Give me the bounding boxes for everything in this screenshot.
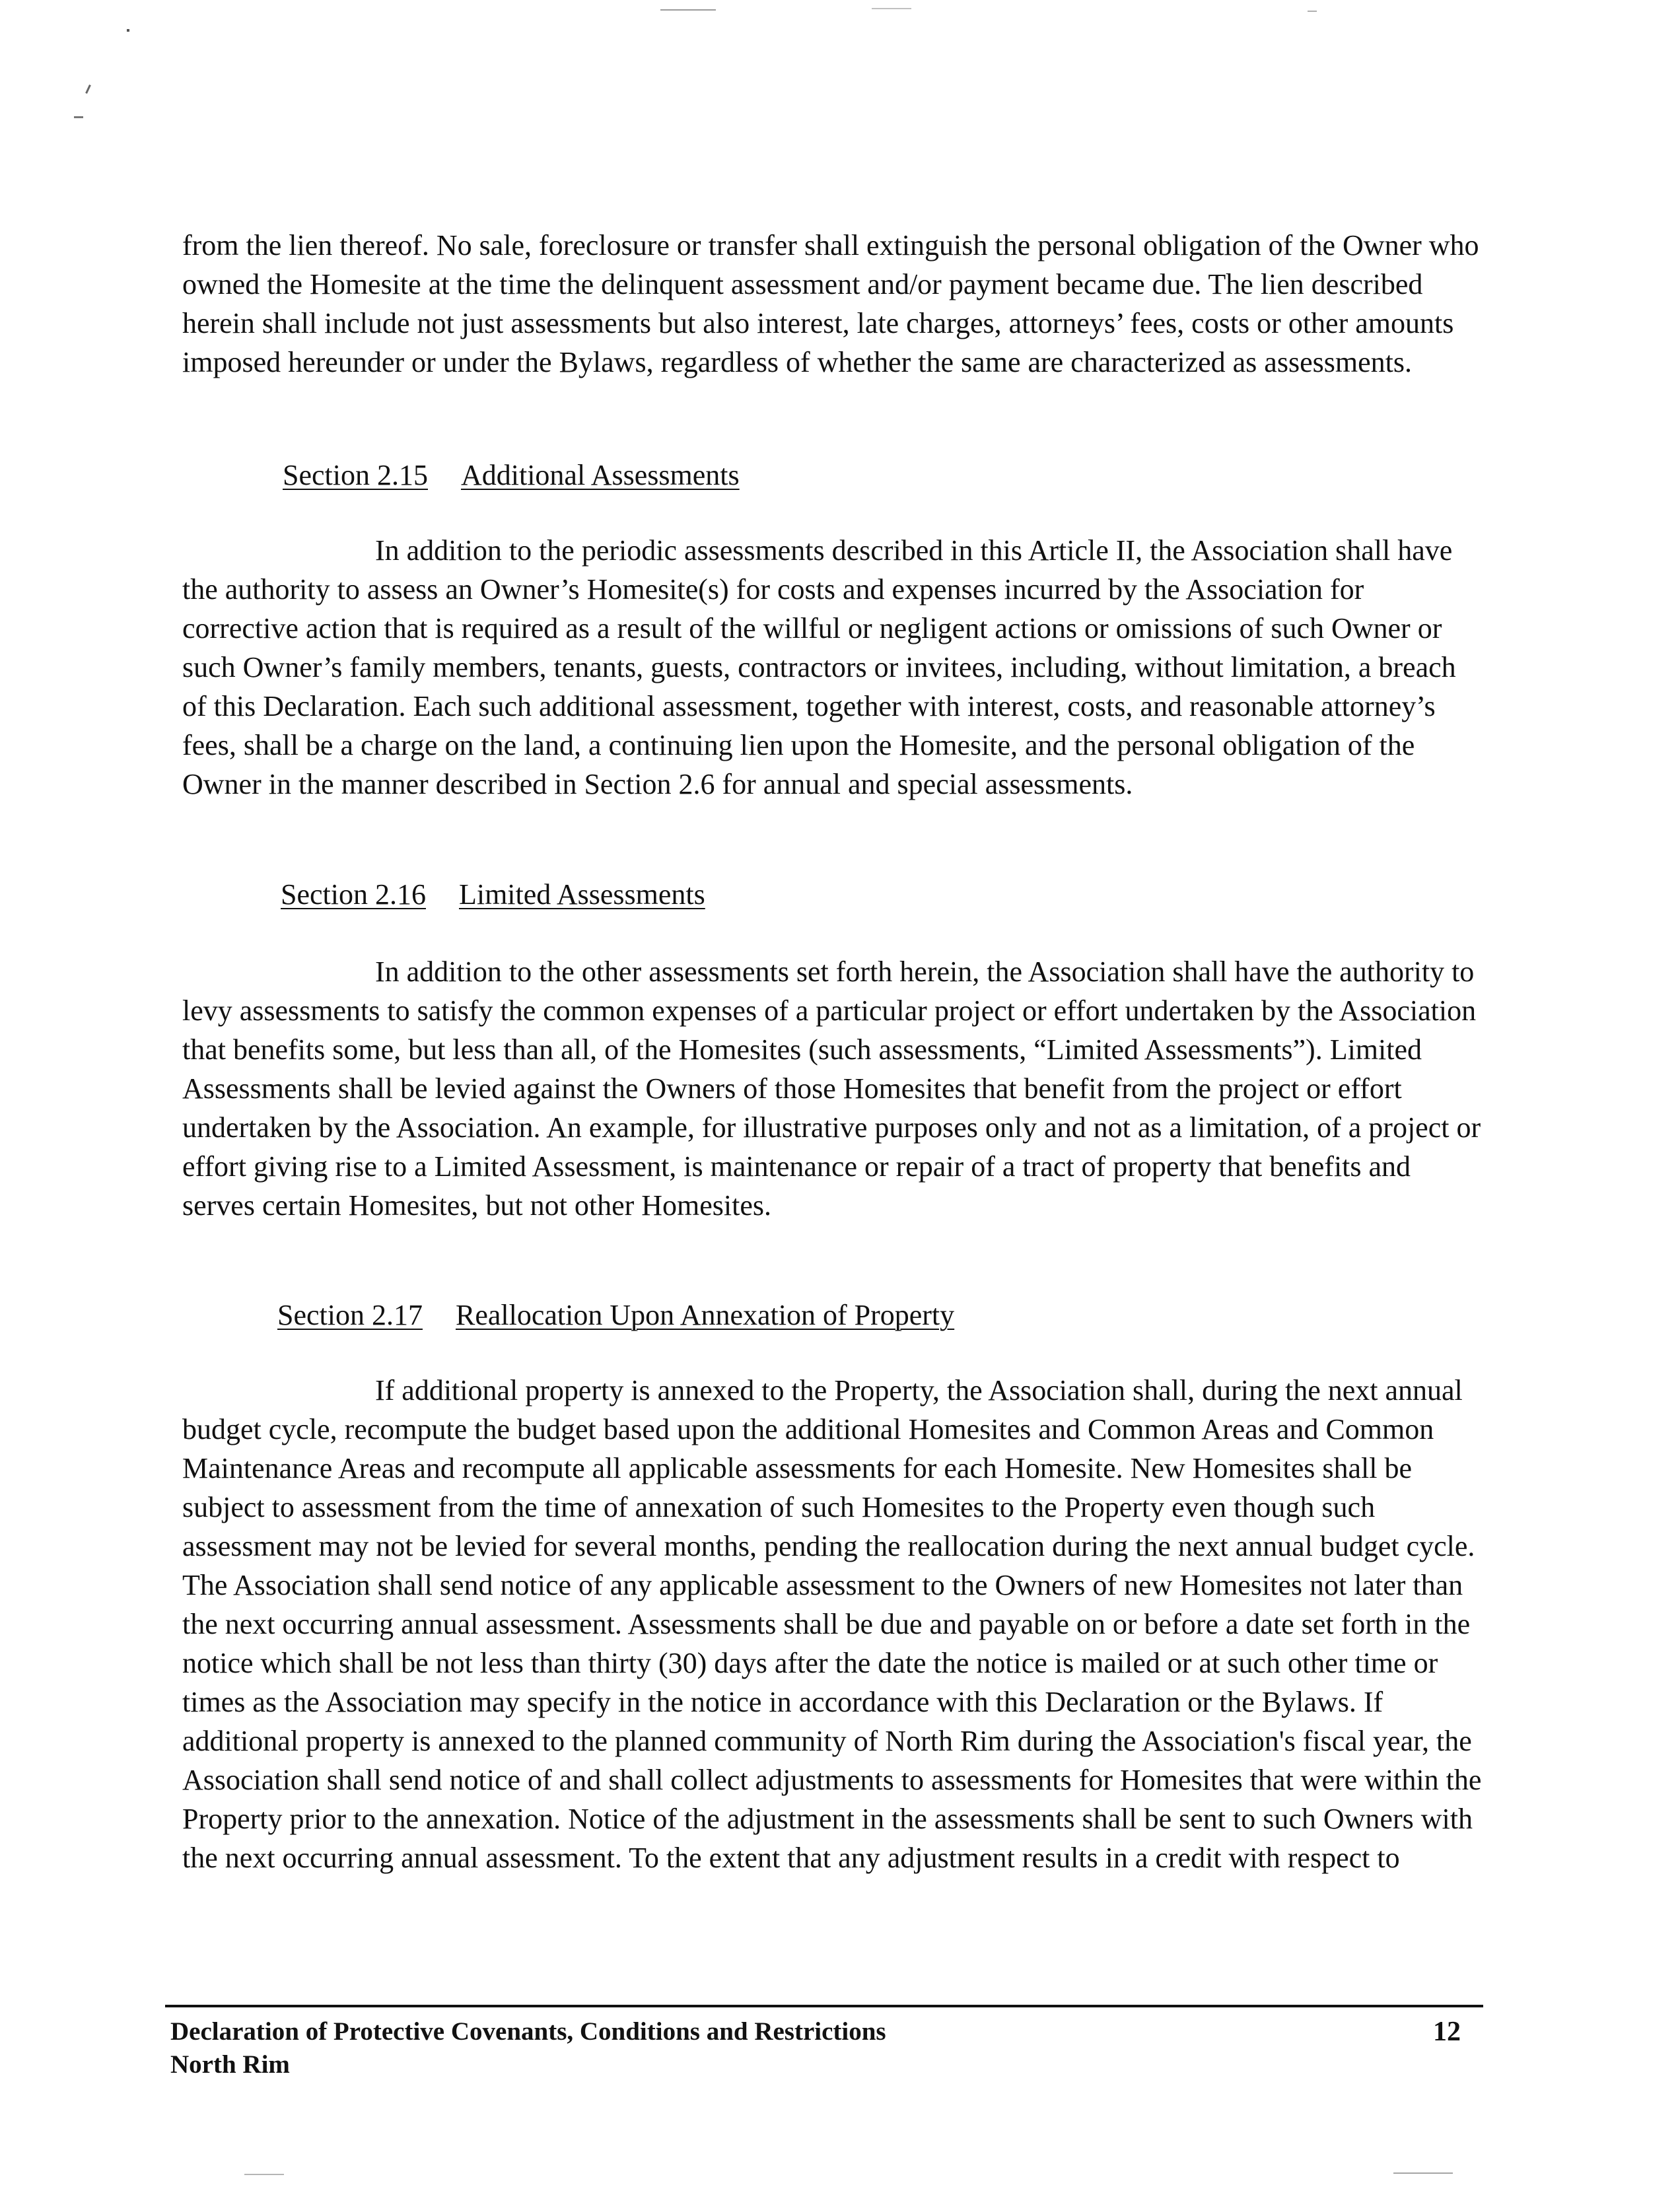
footer-rule [165,2005,1483,2007]
section-number: Section 2.15 [283,459,428,491]
section-title: Limited Assessments [458,878,705,911]
scan-artifact-bottom [244,2174,284,2175]
section-2-15-heading [283,456,740,495]
section-number: Section 2.16 [281,878,426,911]
scan-artifact-top [660,9,716,11]
section-2-17-heading [277,1296,954,1335]
footer-title [170,2015,886,2081]
footer-title-line1: Declaration of Protective Covenants, Conditions and Restrictions [170,2017,886,2046]
page-number: 12 [1433,2017,1461,2047]
section-2-16-heading [281,875,705,914]
paragraph-reallocation: If additional property is annexed to the Property, the Association shall, during the next annual budget cycle, recompute the budget based upon the additional Homesites and Common Areas and Common Maintenance Areas and recompute all applicable assessments for each Homesite. New Homesites shall be subject to assessment from the time of annexation of such Homesites to the Property even though such assessment may not be levied for several months, pending the reallocation during the next annual budget cycle. The Association shall send notice of any applicable assessment to the Owners of new Homesites not later than the next occurring annual assessment. Assessments shall be due and payable on or before a date set forth in the notice which shall be not less than thirty (30) days after the date the notice is mailed or at such other time or times as the Association may specify in the notice in accordance with this Declaration or the Bylaws. If additional property is annexed to the planned community of North Rim during the Association's fiscal year, the Association shall send notice of and shall collect adjustments to assessments for Homesites that were within the Property prior to the annexation. Notice of the adjustment in the assessments shall be sent to such Owners with the next occurring annual assessment. To the extent that any adjustment results in a credit with respect to [182,1374,1482,1874]
scan-artifact-left [74,116,83,118]
section-number: Section 2.17 [277,1299,423,1331]
section-title: Additional Assessments [460,459,740,491]
scan-artifact-top [872,8,911,9]
scan-artifact-bottom [1393,2172,1453,2174]
scan-artifact-left [127,29,129,32]
footer-title-line2: North Rim [170,2050,290,2079]
scan-artifact-left [85,85,91,94]
paragraph-limited-assessments: In addition to the other assessments set forth herein, the Association shall have the authority to levy assessments to satisfy the common expenses of a particular project or effort undertaken by the Association that benefits some, but less than all, of the Homesites (such assessments, “Limited Assessments”). Limited Assessments shall be levied against the Owners of those Homesites that benefit from the project or effort undertaken by the Association. An example, for illustrative purposes only and not as a limitation, of a project or effort giving rise to a Limited Assessment, is maintenance or repair of a tract of property that benefits and serves certain Homesites, but not other Homesites. [182,955,1481,1222]
paragraph-lien-continuation: from the lien thereof. No sale, foreclosure or transfer shall extinguish the personal obligation of the Owner who owned the Homesite at the time the delinquent assessment and/or payment became due. The lien described herein shall include not just assessments but also interest, late charges, attorneys’ fees, costs or other amounts imposed hereunder or under the Bylaws, regardless of whether the same are characterized as assessments. [182,229,1479,378]
paragraph-additional-assessments: In addition to the periodic assessments described in this Article II, the Association shall have the authority to assess an Owner’s Homesite(s) for costs and expenses incurred by the Association for corrective action that is required as a result of the willful or negligent actions or omissions of such Owner or such Owner’s family members, tenants, guests, contractors or invitees, including, without limitation, a breach of this Declaration. Each such additional assessment, together with interest, costs, and reasonable attorney’s fees, shall be a charge on the land, a continuing lien upon the Homesite, and the personal obligation of the Owner in the manner described in Section 2.6 for annual and special assessments. [182,534,1456,800]
scan-artifact-top [1308,11,1317,12]
section-title: Reallocation Upon Annexation of Property [455,1299,955,1331]
